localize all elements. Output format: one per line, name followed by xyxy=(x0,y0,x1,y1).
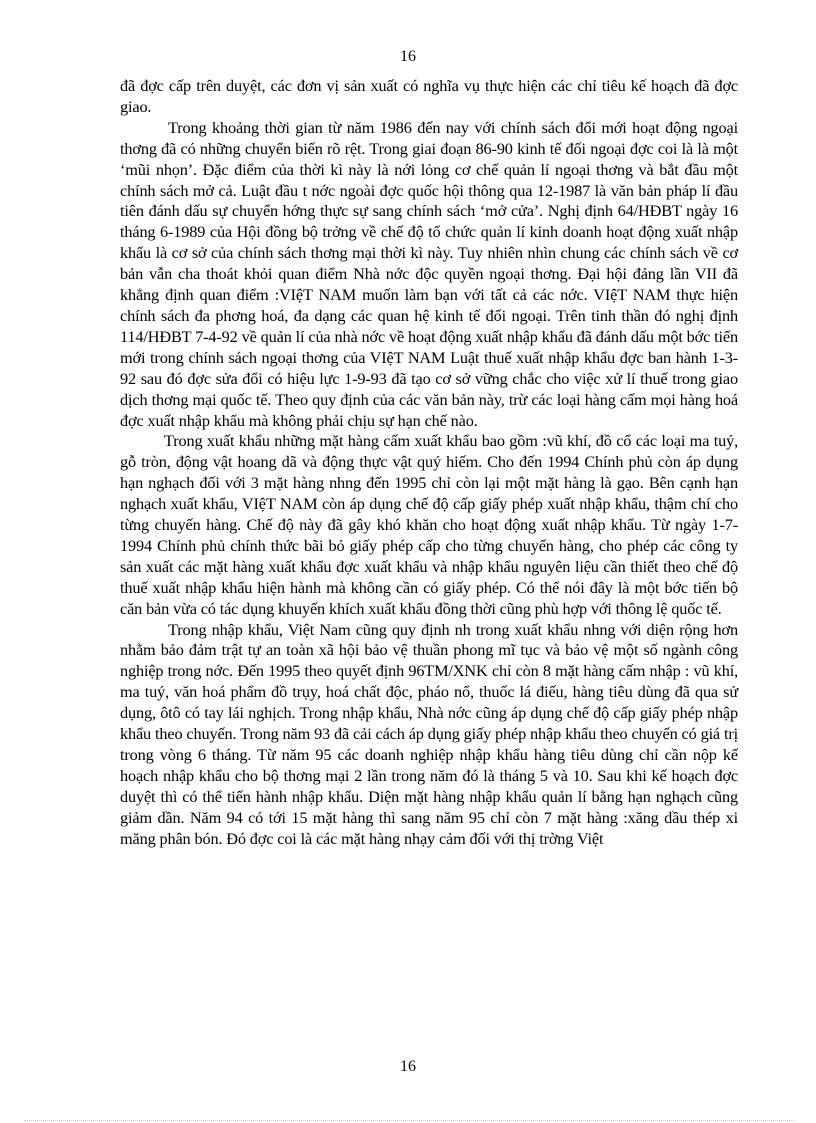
paragraph-1: đã đợc cấp trên duyệt, các đơn vị sản xuất có nghĩa vụ thực hiện các chỉ tiêu kế hoạch đã đợc giao. xyxy=(120,76,738,116)
body-text xyxy=(120,76,738,850)
page-number-bottom: 16 xyxy=(400,1058,416,1075)
paragraph-2: Trong khoảng thời gian từ năm 1986 đến nay với chính sách đổi mới hoạt động ngoại thơng đã có những chuyển biến rõ rệt. Trong giai đoạn 86-90 kinh tế đối ngoại đợc coi là là một ‘mũi nhọn’. Đặc điểm của thời kì này là nới lỏng cơ chế quản lí ngoại thơng và bắt đầu một chính sách mở cả. Luật đầu t nớc ngoài đợc quốc hội thông qua 12-1987 là văn bản pháp lí đầu tiên đánh dấu sự chuyển hớng thực sự sang chính sách ‘mở cửa’. Nghị định 64/HĐBT ngày 16 tháng 6-1989 của Hội đồng bộ trởng về chế độ tổ chức quản lí kinh doanh hoạt động xuất nhập khẩu là cơ sở của chính sách thơng mại thời kì này. Tuy nhiên nhìn chung các chính sách về cơ bản vẫn cha thoát khỏi quan điểm Nhà nớc độc quyền ngoại thơng. Đại hội đảng lần VII đã khẳng định quan điểm :VIệT NAM muốn làm bạn với tất cả các nớc. VIệT NAM thực hiện chính sách đa phơng hoá, đa dạng các quan hệ kinh tế đối ngoại. Trên tinh thần đó nghị định 114/HĐBT 7-4-92 về quản lí của nhà nớc về hoạt động xuất nhập khẩu đã đánh dấu một bớc tiến mới trong chính sách ngoại thơng của VIệT NAM Luật thuế xuất nhập khẩu đợc ban hành 1-3-92 sau đó đợc sửa đổi có hiệu lực 1-9-93 đã tạo cơ sở vững chắc cho việc xử lí thuế trong giao dịch thơng mại quốc tế. Theo quy định của các văn bản này, trừ các loại hàng cấm mọi hàng hoá đợc xuất nhập khẩu mà không phải chịu sự hạn chế nào. xyxy=(120,117,738,430)
page-edge-divider xyxy=(24,1120,794,1121)
paragraph-4: Trong nhập khẩu, Việt Nam cũng quy định nh trong xuất khẩu nhng với diện rộng hơn nhằm bảo đảm trật tự an toàn xã hội bảo vệ thuần phong mĩ tục và bảo vệ một số ngành công nghiệp trong nớc. Đến 1995 theo quyết định 96TM/XNK chỉ còn 8 mặt hàng cấm nhập : vũ khí, ma tuý, văn hoá phẩm đồ trụy, hoá chất độc, pháo nổ, thuốc lá điếu, hàng tiêu dùng đã qua sử dụng, ôtô có tay lái nghịch. Trong nhập khẩu, Nhà nớc cũng áp dụng chế độ cấp giấy phép nhập khẩu theo chuyến. Trong năm 93 đã cải cách áp dụng giấy phép nhập khẩu theo chuyến có giá trị trong vòng 6 tháng. Từ năm 95 các doanh nghiệp nhập khẩu hàng tiêu dùng chỉ cần nộp kế hoạch nhập khẩu cho bộ thơng mại 2 lần trong năm đó là tháng 5 và 10. Sau khi kế hoạch đợc duyệt thì có thể tiến hành nhập khẩu. Diện mặt hàng nhập khẩu quản lí bằng hạn nghạch cũng giảm dần. Năm 94 có tới 15 mặt hàng thì sang năm 95 chỉ còn 7 mặt hàng :xăng dầu thép xi măng phân bón. Đó đợc coi là các mặt hàng nhạy cảm đối với thị trờng Việt xyxy=(120,619,738,848)
page-number-top: 16 xyxy=(400,48,416,65)
paragraph-3: Trong xuất khẩu những mặt hàng cấm xuất khẩu bao gồm :vũ khí, đồ cổ các loại ma tuý, gỗ tròn, động vật hoang dã và động thực vật quý hiếm. Cho đến 1994 Chính phủ còn áp dụng hạn nghạch đối với 3 mặt hàng nhng đến 1995 chỉ còn lại một mặt hàng là gạo. Bên cạnh hạn nghạch xuất khẩu, VIệT NAM còn áp dụng chế độ cấp giấy phép xuất nhập khẩu, thậm chí cho từng chuyến hàng. Chế độ này đã gây khó khăn cho hoạt động xuất nhập khẩu. Từ ngày 1-7-1994 Chính phủ chính thức bãi bỏ giấy phép cấp cho từng chuyến hàng, cho phép các công ty sản xuất các mặt hàng xuất khẩu đợc xuất khẩu và nhập khẩu nguyên liệu cần thiết theo chế độ thuế xuất nhập khẩu hiện hành mà không cần có giấy phép. Có thể nói đây là một bớc tiến bộ căn bản vừa có tác dụng khuyến khích xuất khẩu đồng thời cũng phù hợp với thông lệ quốc tế. xyxy=(120,431,738,618)
